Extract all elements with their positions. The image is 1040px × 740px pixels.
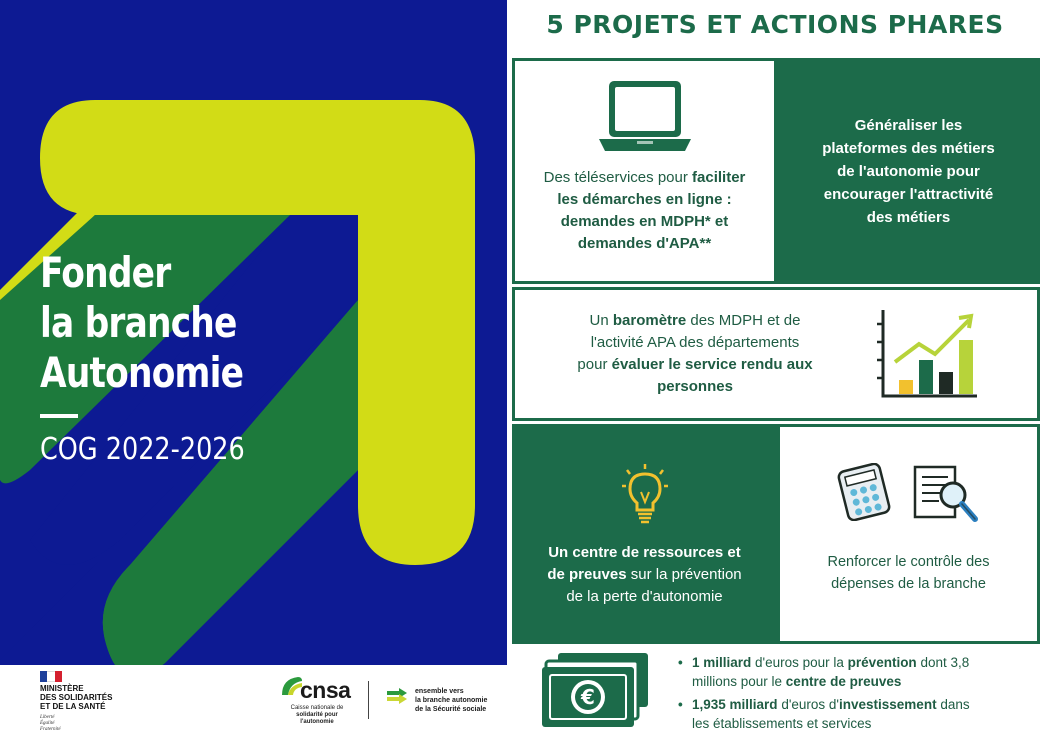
svg-text:€: €: [581, 685, 595, 709]
cover-title-line: Autonomie: [40, 348, 244, 397]
text-span: investissement: [839, 697, 937, 712]
ministry-line: DES SOLIDARITÉS: [40, 693, 113, 702]
infographic-title: 5 PROJETS ET ACTIONS PHARES: [546, 10, 1004, 39]
card-controle-text: [828, 551, 990, 595]
cover-title-line: Fonder: [40, 248, 171, 297]
text-span: millions pour le: [692, 674, 786, 689]
bar-chart-icon: [873, 304, 983, 404]
lightbulb-icon: [620, 462, 670, 524]
text-span: baromètre: [612, 312, 687, 329]
funding-item: [678, 695, 1018, 733]
card-controle-icons: [837, 463, 981, 525]
funding-list: [678, 653, 1018, 737]
text-line: de la perte d'autonomie: [566, 588, 723, 605]
text-span: pour: [577, 356, 612, 373]
funding-item: [678, 653, 1018, 691]
cnsa-subtitle-line: Caisse nationale de: [290, 705, 344, 711]
cover-title: [40, 248, 243, 398]
text-span: les établissements et services: [692, 716, 872, 731]
double-arrow-icon: [385, 687, 409, 705]
text-span: de preuves: [547, 566, 627, 583]
funding-bar: [510, 645, 1040, 740]
text-span: dans: [936, 697, 970, 712]
laptop-icon: [595, 77, 695, 157]
text-line: demandes en MDPH* et: [560, 213, 729, 230]
text-line: encourager l'attractivité: [823, 185, 994, 203]
text-line: demandes d'APA**: [577, 235, 712, 252]
text-span: Des téléservices pour: [543, 169, 693, 186]
text-line: Généraliser les: [854, 116, 963, 134]
card-centre-ressources: [512, 424, 777, 644]
cover-title-line: la branche: [40, 298, 237, 347]
footer-divider: [368, 681, 369, 719]
card-plateformes-text: [822, 114, 995, 229]
cnsa-subtitle: [282, 705, 352, 726]
card-barometre: [512, 287, 1040, 421]
calculator-icon: [837, 463, 891, 521]
card-teleservices: [512, 58, 777, 284]
cnsa-wordmark: cnsa: [300, 677, 351, 703]
ministry-name: [40, 684, 112, 711]
projects-infographic: [510, 0, 1040, 740]
text-line: l'activité APA des départements: [590, 334, 800, 351]
cover-subtitle: COG 2022-2026: [40, 432, 245, 467]
card-teleservices-text: [544, 167, 746, 255]
motto-line: Égalité: [40, 721, 55, 726]
text-span: prévention: [847, 655, 917, 670]
text-span: sur la prévention: [626, 566, 742, 583]
ministry-line: ET DE LA SANTÉ: [40, 702, 106, 711]
text-span: d'euros pour la: [751, 655, 848, 670]
text-span: des MDPH et de: [686, 312, 801, 329]
euro-banknote-icon: [538, 651, 650, 731]
card-controle-depenses: [777, 424, 1040, 644]
text-span: d'euros d': [777, 697, 840, 712]
text-span: 1,935 milliard: [692, 697, 778, 712]
cnsa-subtitle-line: solidarité pour l'autonomie: [296, 712, 338, 725]
text-span: Un: [589, 312, 613, 329]
tagline-line: de la Sécurité sociale: [415, 706, 487, 713]
ministry-line: MINISTÈRE: [40, 684, 84, 693]
cover-divider: [40, 414, 78, 418]
branch-tagline: [415, 687, 487, 714]
text-line: de l'autonomie pour: [837, 162, 980, 180]
text-span: faciliter: [692, 169, 746, 186]
card-plateformes: [777, 58, 1040, 284]
text-line: dépenses de la branche: [831, 576, 986, 592]
text-span: 1 milliard: [692, 655, 752, 670]
french-flag-icon: [40, 671, 62, 682]
text-span: centre de preuves: [785, 674, 902, 689]
text-span: dont 3,8: [916, 655, 970, 670]
text-line: Renforcer le contrôle des: [827, 554, 990, 570]
motto-line: Liberté: [40, 715, 55, 720]
motto-line: Fraternité: [40, 727, 61, 732]
text-line: des métiers: [866, 208, 951, 226]
card-centre-ressources-text: [547, 542, 741, 608]
text-line: personnes: [657, 378, 733, 395]
tagline-line: la branche autonomie: [415, 697, 488, 704]
republic-motto: [40, 715, 61, 733]
cover-panel: [0, 0, 507, 665]
text-line: plateformes des métiers: [822, 139, 995, 157]
card-barometre-text: [515, 310, 855, 398]
logo-footer: [0, 665, 507, 740]
text-line: Un centre de ressources et: [548, 544, 741, 561]
text-line: les démarches en ligne :: [557, 191, 732, 208]
document-search-icon: [911, 463, 981, 525]
text-span: évaluer le service rendu aux: [611, 356, 813, 373]
tagline-line: ensemble vers: [415, 688, 464, 695]
